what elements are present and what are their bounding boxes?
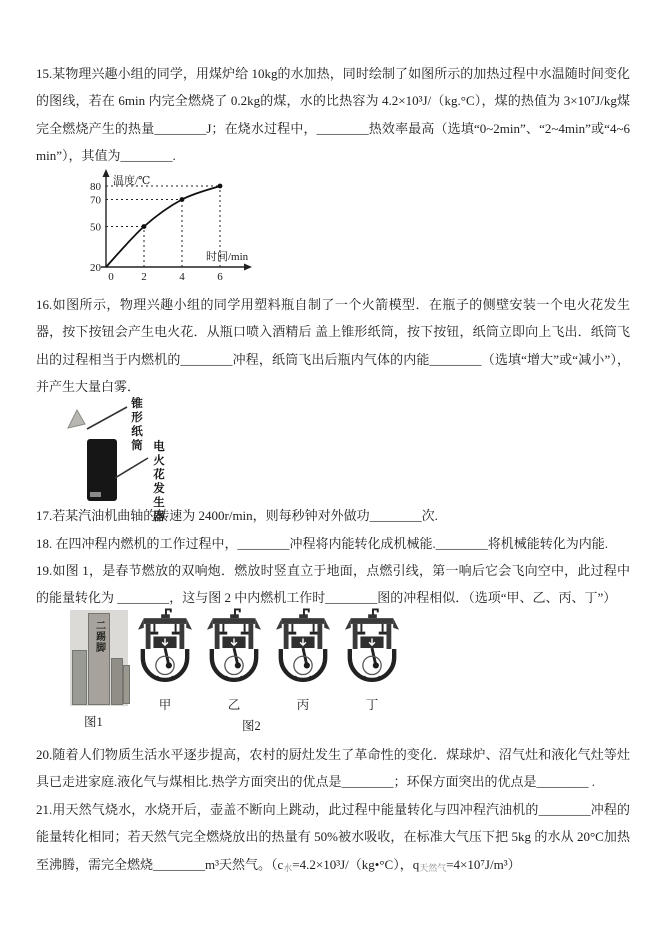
svg-text:温度/℃: 温度/℃ <box>113 175 151 187</box>
firecracker-tube-large <box>88 613 110 705</box>
bottle-band <box>90 492 101 497</box>
engine-label: 乙 <box>227 698 241 712</box>
engine-stroke-jia <box>137 606 193 712</box>
engine-label: 丁 <box>365 698 379 712</box>
q21-formula-text: =4.2×10³J/（kg•°C），q <box>292 856 420 872</box>
cone-pointer-line <box>87 407 127 429</box>
question-15-text: 15.某物理兴趣小组的同学，用煤炉给 10kg的水加热，同时绘制了如图所示的加热过程中水温随时间变化的图线，若在 6min 内完全燃烧了 0.2kg的煤，水的比热容为 4.2×10³J/（kg.°C），煤的热值为 3×10⁷J/kg煤完全燃烧产生的热量________J；在烧水过程中，________热效率最高（选填“0~2min”、“2~4min”或“4~6min”），其值为________. <box>36 66 630 163</box>
q21-water-subscript: 水 <box>283 862 293 873</box>
question-17-text: 17.若某汽油机曲轴的转速为 2400r/min，则每秒钟对外做功________次. <box>36 508 438 523</box>
paper-cone-icon <box>68 410 85 428</box>
engine-strokes-figure <box>137 606 400 712</box>
engine-diagram-icon <box>207 606 261 692</box>
engine-diagram-icon <box>345 606 399 692</box>
question-19-text: 19.如图 1，是春节燃放的双响炮．燃放时竖直立于地面，点燃引线，第一响后它会飞向空中，此过程中的能量转化为 ________，这与图 2 中内燃机工作时________图的冲程相似．（选项“甲、乙、丙、丁”） <box>36 563 630 606</box>
q21-main-text: 21.用天然气烧水，水烧开后，壶盖不断向上跳动，此过程中能量转化与四冲程汽油机的________冲程的能量转化相同；若天然气完全燃烧放出的热量有 50%被水吸收，在标准大气压下把 5kg 的水从 20°C加热至沸腾，需完全燃烧________m³天然气。（c <box>36 802 630 872</box>
svg-text:0: 0 <box>108 271 114 283</box>
engine-stroke-bing <box>275 606 331 712</box>
engine-diagram-icon <box>138 606 192 692</box>
engine-stroke-yi <box>206 606 262 712</box>
svg-text:80: 80 <box>90 181 101 193</box>
spark-generator-label: 电火花发生器 <box>152 440 164 524</box>
svg-text:50: 50 <box>90 221 101 234</box>
cone-label: 锥形纸筒 <box>130 397 142 453</box>
svg-text:4: 4 <box>179 271 185 283</box>
svg-text:2: 2 <box>141 271 147 283</box>
figure1-caption: 图1 <box>84 715 103 729</box>
firecracker-tube <box>111 658 123 705</box>
q21-gas-subscript: 天然气 <box>419 862 447 873</box>
firecracker-tube <box>123 665 130 704</box>
svg-text:6: 6 <box>217 271 223 283</box>
engine-label: 丙 <box>296 698 310 712</box>
firecracker-tube <box>72 650 87 705</box>
engine-stroke-ding <box>344 606 400 712</box>
figure2-caption: 图2 <box>242 719 261 733</box>
firecracker-brand-text: 二踢脚 <box>93 620 105 653</box>
engine-label: 甲 <box>158 698 172 712</box>
bottle-icon <box>87 439 117 501</box>
svg-text:20: 20 <box>90 262 101 274</box>
svg-text:70: 70 <box>90 194 101 207</box>
question-20-text: 20.随着人们物质生活水平逐步提高，农村的厨灶发生了革命性的变化．煤球炉、沼气灶和液化气灶等灶具已走进家庭.液化气与煤相比.热学方面突出的优点是________；环保方面突出的优点是________ . <box>36 747 630 790</box>
firecracker-photo <box>70 610 128 706</box>
question-18-text: 18. 在四冲程内燃机的工作过程中，________冲程将内能转化成机械能.________将机械能转化为内能. <box>36 536 609 551</box>
question-16-text: 16.如图所示，物理兴趣小组的同学用塑料瓶自制了一个火箭模型．在瓶子的侧壁安装一个电火花发生器，按下按钮会产生电火花．从瓶口喷入酒精后 盖上锥形纸筒，按下按钮，纸筒立即向上飞出．纸筒飞出的过程相当于内燃机的________冲程，纸筒飞出后瓶内气体的内能________（选填“增大”或“减小”），并产生大量白雾． <box>36 297 630 394</box>
spark-pointer-line <box>115 458 148 478</box>
svg-text:时间/min: 时间/min <box>206 251 249 263</box>
question-21-text <box>36 796 630 882</box>
temperature-time-chart <box>56 169 286 297</box>
engine-diagram-icon <box>276 606 330 692</box>
q21-formula-end: =4×10⁷J/m³） <box>446 856 521 872</box>
